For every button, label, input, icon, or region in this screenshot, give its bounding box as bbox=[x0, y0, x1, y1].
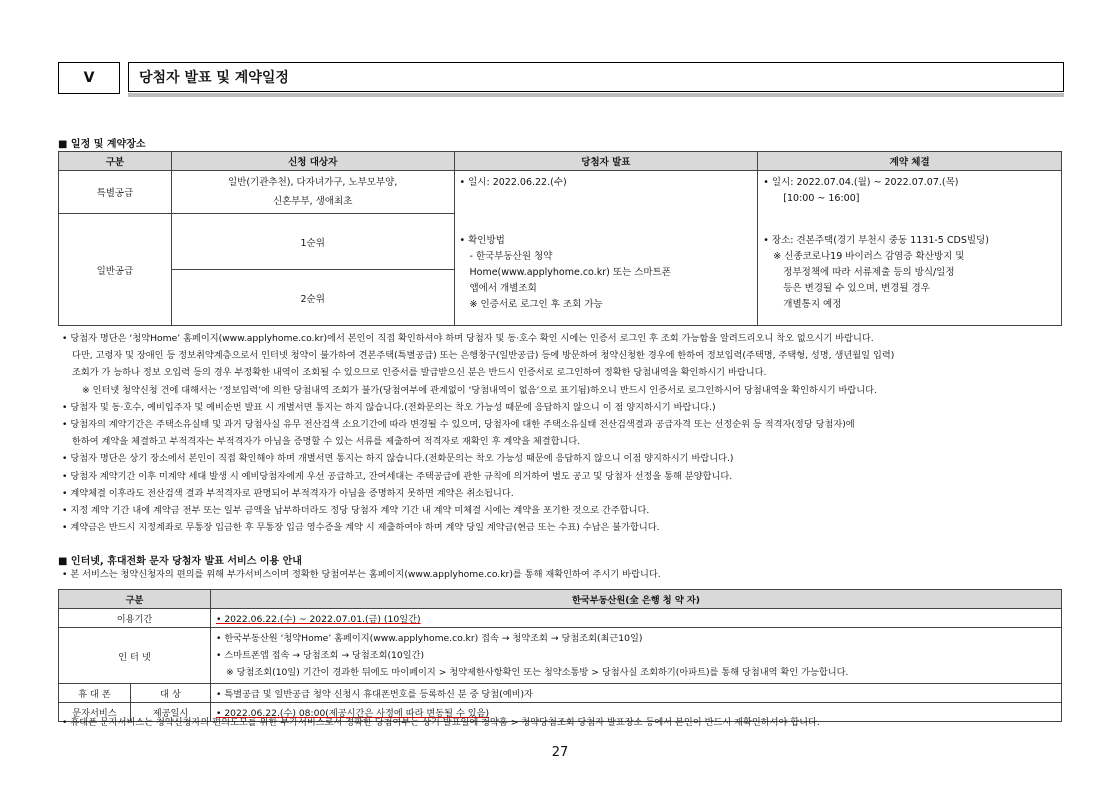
schedule-heading: ■ 일정 및 계약장소 bbox=[58, 139, 146, 150]
header-contract: 계약 체결 bbox=[758, 152, 1062, 171]
page-number: 27 bbox=[551, 745, 569, 760]
section-title: 당첨자 발표 및 계약일정 bbox=[128, 62, 1064, 92]
schedule-notes: • 당첨자 명단은 ‘청약Home’ 홈페이지(www.applyhome.co.kr)에서 본인이 직접 확인하셔야 하며 당첨자 및 동·호수 확인 시에는 인증서 로그인 후 조회 가능함을 알려드리오니 착오 없으시기 바랍니다. 다만, 고령자 및 장애인 등 정보취약계층으로서 인터넷 청약이 불가하여 견본주택(특별공급) 또는 은행창구(일반공급) 등에 방문하여 청약신청한 경우에 한하여 정보입력(주택명, 주택형, 성명, 생년월일 입력) 조회가 가 능하나 정보 오입력 등의 경우 부정확한 내역이 조회될 수 있으므로 인증서를 발급받으신 분은 반드시 인증서로 로그인하여 정확한 당첨내역을 확인하시기 바랍니다. ※ 인터넷 청약신청 건에 대해서는 ‘정보입력’에 의한 당첨내역 조회가 불가(당첨여부에 관계없이 ‘당첨내역이 없음’으로 표기됨)하오니 반드시 인증서로 로그인하시어 당첨내역을 확인하시기 바랍니다. • 당첨자 및 동·호수, 예비입주자 및 예비순번 발표 시 개별서면 통지는 하지 않습니다.(전화문의는 착오 가능성 때문에 응답하지 않으니 이 점 양지하시기 바랍니다.) • 당첨자의 계약기간은 주택소유실태 및 과거 당첨사실 유무 전산검색 소요기간에 따라 변경될 수 있으며, 당첨자에 대한 주택소유실태 전산검색결과 공급자격 또는 선정순위 등 적격자(정당 당첨자)에 한하여 계약을 체결하고 부적격자는 부적격자가 아님을 증명할 수 있는 서류를 제출하여 적격자로 재확인 후 계약을 체결합니다. • 당첨자 명단은 상기 장소에서 본인이 직접 확인해야 하며 개별서면 통지는 하지 않습니다.(전화문의는 착오 가능성 때문에 응답하지 않으니 이점 양지하시기 바랍니다.) • 당첨자 계약기간 이후 미계약 세대 발생 시 예비당첨자에게 우선 공급하고, 잔여세대는 주택공급에 관한 규칙에 의거하여 별도 공고 및 당첨자 선정을 통해 분양합니다. • 계약체결 이후라도 전산검색 결과 부적격자로 판명되어 부적격자가 아님을 증명하지 못하면 계약은 취소됩니다. • 지정 계약 기간 내에 계약금 전부 또는 일부 금액을 납부하더라도 정당 당첨자 계약 기간 내 계약 미체결 시에는 계약을 포기한 것으로 간주합니다. • 계약금은 반드시 지정계좌로 무통장 입금한 후 무통장 입금 영수증을 계약 시 제출하여야 하며 계약 당일 계약금(현금 또는 수표) 수납은 불가합니다. bbox=[62, 333, 895, 534]
special-supply-label: 특별공급 bbox=[59, 171, 172, 214]
internet-value: • 한국부동산원 ‘청약Home’ 홈페이지(www.applyhome.co.kr) 접속 → 청약조회 → 당첨조회(최근10일) • 스마트폰앱 접속 → 당첨조회 → 당첨조회(10일간) ※ 당첨조회(10일) 기간이 경과한 뒤에도 마이페이지 > 청약제한사항확인 또는 청약소통방 > 당첨사실 조회하기(아파트)를 통해 당첨내역 확인 가능합니다. bbox=[211, 628, 1062, 684]
header-target: 신청 대상자 bbox=[171, 152, 454, 171]
period-value: • 2022.06.22.(수) ~ 2022.07.01.(금) (10일간) bbox=[211, 609, 1062, 628]
announce-cell: • 일시: 2022.06.22.(수) • 확인방법 - 한국부동산원 청약 Home(www.applyhome.co.kr) 또는 스마트폰 앱에서 개별조회 ※ 인증서로 로그인 후 조회 가능 bbox=[454, 171, 758, 326]
general-supply-label: 일반공급 bbox=[59, 214, 172, 326]
section-number: Ⅴ bbox=[58, 62, 120, 94]
header-category: 구분 bbox=[59, 152, 172, 171]
special-target: 일반(기관추천), 다자녀가구, 노부모부양, 신혼부부, 생애최초 bbox=[171, 171, 454, 214]
header-announce: 당첨자 발표 bbox=[454, 152, 758, 171]
period-label: 이용기간 bbox=[59, 609, 211, 628]
provide-value: • 2022.06.22.(수) 08:00(제공시간은 사정에 따라 변동될 수 있음) bbox=[211, 703, 1062, 722]
service-header-provider: 한국부동산원(全 은행 청 약 자) bbox=[211, 590, 1062, 609]
service-footnote: • 휴대폰 문자서비스는 청약신청자의 편의도모를 위한 부가서비스로서 정확한 당첨여부는 상기 발표일에 청약홈 > 청약당첨조회 당첨자 발표장소 등에서 본인이 반드시 재확인하셔야 합니다. bbox=[62, 717, 820, 728]
contract-cell: • 일시: 2022.07.04.(월) ~ 2022.07.07.(목) [10:00 ~ 16:00] • 장소: 견본주택(경기 부천시 중동 1131-5 CDS빌딩) ※ 신종코로나19 바이러스 감염증 확산방지 및 정부정책에 따라 서류제출 등의 방식/일정 등은 변경될 수 있으며, 변경될 경우 개별통지 예정 bbox=[758, 171, 1062, 326]
rank1: 1순위 bbox=[171, 214, 454, 270]
service-header-category: 구분 bbox=[59, 590, 211, 609]
sms-label-2: 문자서비스 bbox=[59, 703, 131, 722]
service-heading: ■ 인터넷, 휴대전화 문자 당첨자 발표 서비스 이용 안내 bbox=[58, 556, 302, 567]
title-shadow bbox=[128, 93, 1064, 97]
service-table bbox=[58, 589, 1062, 722]
schedule-table bbox=[58, 151, 1062, 326]
provide-label: 제공일시 bbox=[131, 703, 211, 722]
internet-label: 인 터 넷 bbox=[59, 628, 211, 684]
sms-label-1: 휴 대 폰 bbox=[59, 684, 131, 703]
service-intro: • 본 서비스는 청약신청자의 편의를 위해 부가서비스이며 정확한 당첨여부는 홈페이지(www.applyhome.co.kr)를 통해 재확인하여 주시기 바랍니다. bbox=[62, 569, 661, 580]
rank2: 2순위 bbox=[171, 270, 454, 326]
target-value: • 특별공급 및 일반공급 청약 신청시 휴대폰번호를 등록하신 분 중 당첨(예비)자 bbox=[211, 684, 1062, 703]
target-label: 대 상 bbox=[131, 684, 211, 703]
